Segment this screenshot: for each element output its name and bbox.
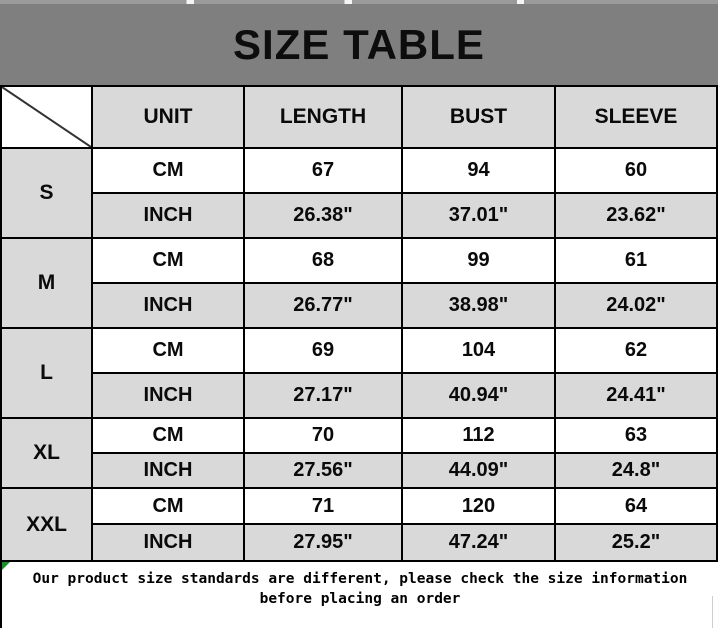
diagonal-header-cell bbox=[2, 87, 91, 147]
table-cell: 25.2" bbox=[556, 525, 716, 560]
table-cell: 71 bbox=[245, 489, 401, 523]
excel-corner-marker-icon bbox=[2, 562, 10, 570]
note-line-2: before placing an order bbox=[259, 591, 461, 607]
table-cell: 99 bbox=[403, 239, 554, 282]
table-cell: INCH bbox=[93, 284, 243, 327]
table-cell: 67 bbox=[245, 149, 401, 192]
table-cell: 61 bbox=[556, 239, 716, 282]
table-cell: 27.95" bbox=[245, 525, 401, 560]
size-table bbox=[0, 85, 718, 560]
table-cell: 27.17" bbox=[245, 374, 401, 417]
table-cell: 26.77" bbox=[245, 284, 401, 327]
gridline-artifact bbox=[712, 596, 713, 628]
table-cell: INCH bbox=[93, 374, 243, 417]
column-header-sleeve: SLEEVE bbox=[556, 87, 716, 147]
table-cell: 70 bbox=[245, 419, 401, 452]
table-cell: 68 bbox=[245, 239, 401, 282]
table-cell: 60 bbox=[556, 149, 716, 192]
table-cell: 104 bbox=[403, 329, 554, 372]
table-cell: 44.09" bbox=[403, 454, 554, 487]
page-title: SIZE TABLE bbox=[233, 20, 485, 68]
table-cell: 112 bbox=[403, 419, 554, 452]
note-box bbox=[0, 560, 718, 628]
table-cell: 94 bbox=[403, 149, 554, 192]
table-cell: 24.41" bbox=[556, 374, 716, 417]
table-cell: CM bbox=[93, 419, 243, 452]
table-cell: 38.98" bbox=[403, 284, 554, 327]
table-cell: 27.56" bbox=[245, 454, 401, 487]
table-cell: INCH bbox=[93, 454, 243, 487]
table-cell: 120 bbox=[403, 489, 554, 523]
table-cell: INCH bbox=[93, 525, 243, 560]
table-cell: 63 bbox=[556, 419, 716, 452]
size-label-xxl: XXL bbox=[2, 489, 91, 560]
table-cell: 26.38" bbox=[245, 194, 401, 237]
table-cell: 37.01" bbox=[403, 194, 554, 237]
size-label-s: S bbox=[2, 149, 91, 237]
table-cell: 24.8" bbox=[556, 454, 716, 487]
table-cell: CM bbox=[93, 149, 243, 192]
column-header-bust: BUST bbox=[403, 87, 554, 147]
table-cell: INCH bbox=[93, 194, 243, 237]
table-cell: 62 bbox=[556, 329, 716, 372]
column-header-unit: UNIT bbox=[93, 87, 243, 147]
diagonal-line bbox=[2, 87, 91, 147]
note-line-1: Our product size standards are different, please check the size information bbox=[32, 571, 688, 587]
column-header-length: LENGTH bbox=[245, 87, 401, 147]
table-cell: 47.24" bbox=[403, 525, 554, 560]
table-cell: CM bbox=[93, 489, 243, 523]
table-cell: CM bbox=[93, 329, 243, 372]
table-cell: 23.62" bbox=[556, 194, 716, 237]
table-cell: 24.02" bbox=[556, 284, 716, 327]
size-label-xl: XL bbox=[2, 419, 91, 487]
size-label-l: L bbox=[2, 329, 91, 417]
table-cell: 69 bbox=[245, 329, 401, 372]
table-cell: 64 bbox=[556, 489, 716, 523]
table-cell: CM bbox=[93, 239, 243, 282]
size-label-m: M bbox=[2, 239, 91, 327]
table-cell: 40.94" bbox=[403, 374, 554, 417]
title-band bbox=[0, 4, 718, 85]
